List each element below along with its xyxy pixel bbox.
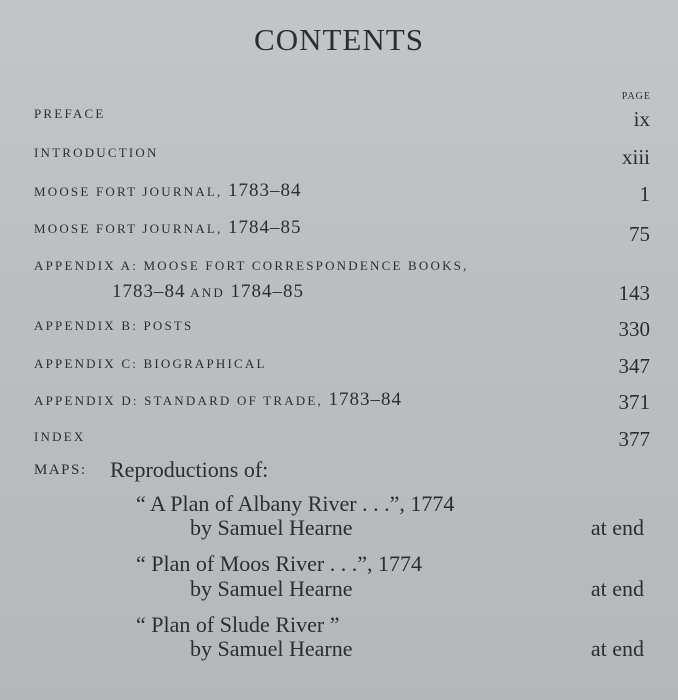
map-title-albany: “ A Plan of Albany River . . .”, 1774 xyxy=(136,491,455,516)
maps-label: MAPS: xyxy=(34,462,87,478)
toc-page-introduction: xiii xyxy=(621,145,650,169)
entry-label: MOOSE FORT JOURNAL, xyxy=(34,221,223,236)
toc-page-appendix-c: 347 xyxy=(618,354,650,378)
entry-label: APPENDIX D: STANDARD OF TRADE, xyxy=(34,393,323,408)
entry-label: MOOSE FORT JOURNAL, xyxy=(34,184,223,199)
toc-page-journal-1783: 1 xyxy=(639,182,650,206)
map-author-moos: by Samuel Hearne xyxy=(190,576,353,601)
toc-page-preface: ix xyxy=(633,107,650,131)
map-author-albany: by Samuel Hearne xyxy=(190,515,353,540)
toc-entry-appendix-c: APPENDIX C: BIOGRAPHICAL xyxy=(34,356,267,371)
toc-entry-appendix-a-line2 xyxy=(112,281,304,303)
page-column-header: PAGE xyxy=(621,91,651,102)
toc-entry-journal-1783 xyxy=(34,180,301,202)
map-title-moos: “ Plan of Moos River . . .”, 1774 xyxy=(136,551,422,576)
map-location-moos: at end xyxy=(590,576,644,601)
entry-years: 1783–84 xyxy=(227,180,302,201)
toc-page-index: 377 xyxy=(618,427,650,451)
map-location-albany: at end xyxy=(590,515,644,540)
toc-entry-appendix-b: APPENDIX B: POSTS xyxy=(34,318,194,333)
entry-years: 1783–84 xyxy=(112,281,186,302)
page-title: CONTENTS xyxy=(254,22,424,57)
toc-page-appendix-a: 143 xyxy=(618,281,650,305)
entry-years: 1784–85 xyxy=(227,217,302,238)
maps-heading: Reproductions of: xyxy=(110,457,269,482)
toc-entry-appendix-a: APPENDIX A: MOOSE FORT CORRESPONDENCE BOOKS, xyxy=(34,258,469,273)
map-location-slude: at end xyxy=(590,636,644,661)
toc-page-appendix-d: 371 xyxy=(618,390,650,414)
toc-entry-introduction: INTRODUCTION xyxy=(34,145,159,160)
toc-entry-index: INDEX xyxy=(34,429,86,444)
toc-entry-journal-1784 xyxy=(34,217,301,239)
entry-years: 1783–84 xyxy=(328,389,402,410)
map-author-slude: by Samuel Hearne xyxy=(190,636,353,661)
toc-entry-appendix-d xyxy=(34,389,402,411)
toc-entry-preface: PREFACE xyxy=(34,106,106,121)
toc-page-journal-1784: 75 xyxy=(629,222,650,246)
map-title-slude: “ Plan of Slude River ” xyxy=(136,612,340,637)
entry-conjunction: AND xyxy=(190,285,225,300)
toc-page-appendix-b: 330 xyxy=(618,317,650,341)
entry-years: 1784–85 xyxy=(230,281,304,302)
